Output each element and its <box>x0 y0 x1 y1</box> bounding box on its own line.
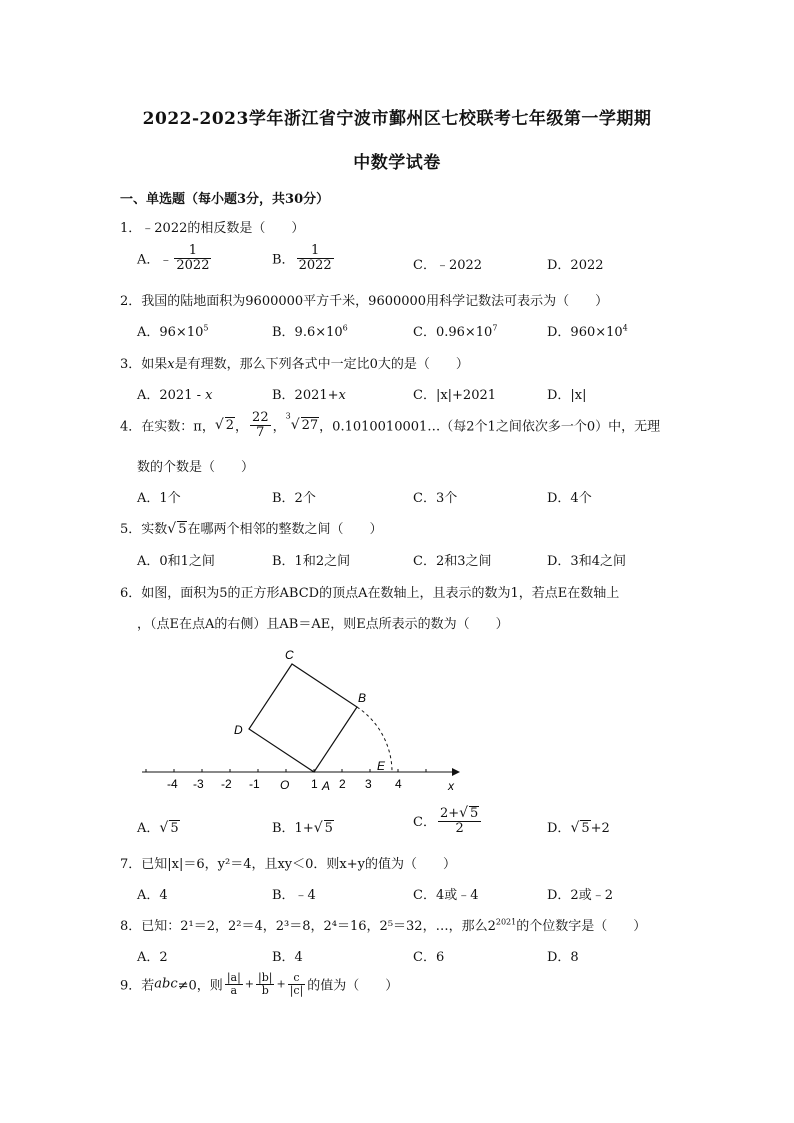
q9-f2-num: |b| <box>258 971 273 984</box>
q8-option-a: A．2 <box>137 950 168 965</box>
q3-stem-post: 是有理数，那么下列各式中一定比0大的是（ ） <box>174 357 469 372</box>
q4-frac-num: 22 <box>252 410 269 425</box>
q7-option-b: B．﹣4 <box>272 888 316 903</box>
q1-a-prefix: A．﹣ <box>137 252 173 268</box>
arc-b-to-e <box>357 707 392 772</box>
q3-a-var: x <box>205 388 213 403</box>
label-E: E <box>377 759 386 773</box>
q5-stem-post: 在哪两个相邻的整数之间（ ） <box>187 522 383 537</box>
q5-option-a: A．0和1之间 <box>137 554 215 569</box>
q6-b-sqrt: 5 <box>324 821 333 836</box>
label-x: x <box>448 779 454 793</box>
q5-option-d: D．3和4之间 <box>547 554 626 569</box>
q2-d-base: D．960×10 <box>547 325 623 340</box>
q8-stem <box>120 915 646 934</box>
q6-option-a: A．√ 5 <box>137 820 179 836</box>
q4-cbrt-index: 3 <box>285 411 291 421</box>
q6-d-post: +2 <box>590 821 610 836</box>
q2-d-exp: 4 <box>622 323 628 333</box>
page-title-line2: 中数学试卷 <box>353 153 441 173</box>
q9-f2-den: b <box>261 983 269 997</box>
q6-c-den: 2 <box>455 820 464 836</box>
q2-b-base: B．9.6×10 <box>272 325 343 340</box>
q6-c-num-sqrt: 5 <box>470 806 479 821</box>
q3-option-a <box>137 384 212 403</box>
q1-b-den: 2022 <box>298 257 332 273</box>
q7-option-c: C．4或﹣4 <box>413 888 479 903</box>
q4-stem-post: ，0.1010010001…（每2个1之间依次多一个0）中，无理 <box>319 419 661 435</box>
q8-option-c: C．6 <box>413 950 445 965</box>
q2-option-c <box>413 321 497 340</box>
q8-stem-exp: 2021 <box>495 917 517 927</box>
q4-option-c: C．3个 <box>413 491 458 506</box>
q2-option-a <box>137 321 208 340</box>
q3-stem-var: x <box>167 357 175 372</box>
q2-stem: 2．我国的陆地面积为9600000平方千米，9600000用科学记数法可表示为（ ） <box>120 294 609 309</box>
q2-a-exp: 5 <box>203 323 209 333</box>
q6-stem-line1: 6．如图，面积为5的正方形ABCD的顶点A在数轴上，且表示的数为1，若点E在数轴上 <box>120 586 620 601</box>
q6-option-c: C． $\frac{2+√ 5}{2}$ <box>413 806 483 835</box>
q8-stem-pre: 8．已知：2¹＝2，2²＝4，2³＝8，2⁴＝16，2⁵＝32，…，那么2 <box>120 919 496 934</box>
q5-stem-pre: 5．实数 <box>120 522 168 537</box>
q1-option-a <box>137 244 213 272</box>
q1-a-den: 2022 <box>176 257 210 273</box>
q4-stem-line2: 数的个数是（ ） <box>137 460 255 475</box>
q3-b-var: x <box>338 388 346 403</box>
q3-stem <box>120 353 469 372</box>
q6-figure <box>130 640 470 800</box>
label-D: D <box>234 723 243 737</box>
q4-option-a: A．1个 <box>137 491 181 506</box>
tick-label-n2: -2 <box>221 777 232 791</box>
q5-option-b: B．1和2之间 <box>272 554 351 569</box>
tick-label-3: 3 <box>365 777 372 791</box>
q1-stem: 1．﹣2022的相反数是（ ） <box>120 221 305 236</box>
q2-c-base: C．0.96×10 <box>413 325 493 340</box>
q6-a-pre: A． <box>137 821 160 836</box>
q8-option-b: B．4 <box>272 950 303 965</box>
q9-stem-pre: 9．若 <box>120 978 155 994</box>
tick-label-n3: -3 <box>193 777 204 791</box>
q4-stem-line1: 4．在实数：π，√ 2， $\frac{22}{7}$ ，$^3$√ 27，0.1010010001…（每2个1之间依次多一个0）中，无理 <box>120 410 661 440</box>
label-C: C <box>285 648 294 662</box>
q9-stem-var: abc <box>154 976 178 992</box>
q1-option-b <box>272 244 336 272</box>
q7-stem: 7．已知|x|＝6，y²＝4，且xy＜0．则x+y的值为（ ） <box>120 857 456 872</box>
q3-option-b <box>272 384 346 403</box>
q6-a-sqrt: 5 <box>170 821 179 836</box>
square-abcd <box>249 664 357 772</box>
q1-b-num: 1 <box>297 244 334 259</box>
q9-plus-1: + <box>244 977 255 991</box>
q4-sqrt2: 2 <box>225 418 235 434</box>
q7-option-d: D．2或﹣2 <box>547 888 613 903</box>
tick-label-n1: -1 <box>249 777 260 791</box>
q6-c-pre: C． <box>413 815 436 831</box>
label-B: B <box>358 691 367 705</box>
q5-stem: 5．实数√ 5在哪两个相邻的整数之间（ ） <box>120 521 383 537</box>
label-A: A <box>322 779 331 793</box>
tick-label-2: 2 <box>339 777 346 791</box>
q4-option-b: B．2个 <box>272 491 316 506</box>
q2-c-exp: 7 <box>492 323 498 333</box>
page-title-line1: 2022-2023学年浙江省宁波市鄞州区七校联考七年级第一学期期 <box>142 109 652 129</box>
q6-d-sqrt: 5 <box>581 821 590 836</box>
q1-a-num: 1 <box>174 244 211 259</box>
q8-option-d: D．8 <box>547 950 579 965</box>
q4-cbrt-val: 27 <box>301 418 319 434</box>
q8-stem-post: 的个位数字是（ ） <box>516 919 647 934</box>
tick-label-n4: -4 <box>167 777 178 791</box>
q9-stem-post: 的值为（ ） <box>307 978 399 994</box>
q9-f3-den: |c| <box>289 983 304 997</box>
q9-stem <box>120 972 398 996</box>
label-O: O <box>280 778 290 792</box>
tick-label-4: 4 <box>395 777 402 791</box>
q9-f1-num: |a| <box>226 971 241 984</box>
q2-option-d <box>547 321 628 340</box>
q9-f1-den: a <box>230 983 238 997</box>
q3-option-d: D．|x| <box>547 388 587 403</box>
q2-a-base: A．96×10 <box>137 325 204 340</box>
q1-b-prefix: B． <box>272 252 295 268</box>
q2-b-exp: 6 <box>342 323 348 333</box>
q6-stem-line2: ，（点E在点A的右侧）且AB＝AE，则E点所表示的数为（ ） <box>137 617 509 632</box>
axis-arrow-icon <box>452 768 460 776</box>
q6-option-b: B．1+√ 5 <box>272 820 333 836</box>
q2-option-b <box>272 321 348 340</box>
q1-option-c: C．﹣2022 <box>413 258 483 273</box>
tick-label-1: 1 <box>311 777 318 791</box>
q9-plus-2: + <box>276 977 286 991</box>
section-heading: 一、单选题（每小题3分，共30分） <box>120 192 330 207</box>
q4-frac-den: 7 <box>256 424 265 440</box>
q6-b-pre: B．1+ <box>272 821 314 836</box>
q6-option-d: D．√ 5+2 <box>547 820 610 836</box>
q6-c-num-pre: 2+ <box>439 806 460 821</box>
q4-stem-pre: 4．在实数：π， <box>120 419 215 435</box>
q3-b-pre: B．2021+ <box>272 388 339 403</box>
q3-option-c: C．|x|+2021 <box>413 388 497 403</box>
q3-stem-pre: 3．如果 <box>120 357 168 372</box>
q3-a-pre: A．2021 - <box>137 388 206 403</box>
q9-f3-num: c <box>288 972 306 985</box>
q5-option-c: C．2和3之间 <box>413 554 492 569</box>
q6-d-pre: D． <box>547 821 571 836</box>
q9-stem-mid: ≠0，则 <box>177 978 223 994</box>
q5-sqrt: 5 <box>178 522 187 537</box>
q4-option-d: D．4个 <box>547 491 592 506</box>
q1-option-d: D．2022 <box>547 258 604 273</box>
q7-option-a: A．4 <box>137 888 168 903</box>
